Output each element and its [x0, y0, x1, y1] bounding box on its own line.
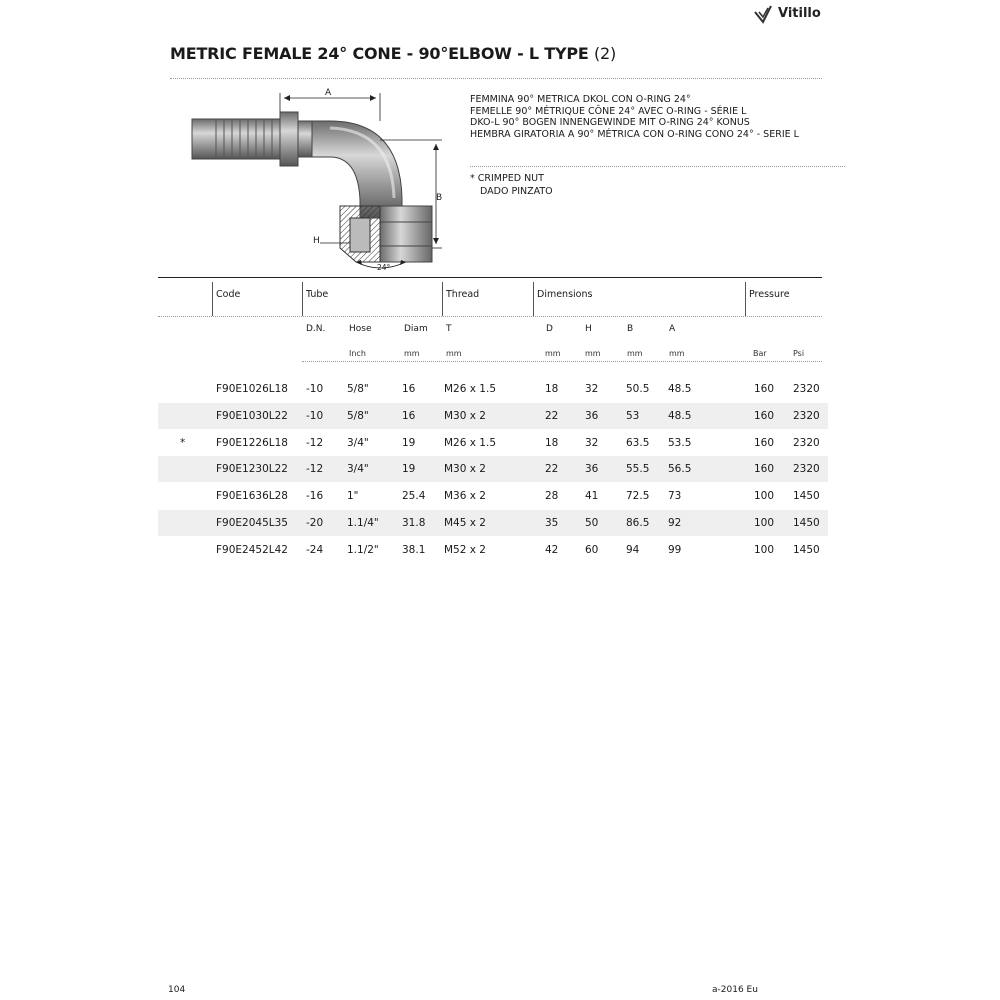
title-divider	[170, 78, 822, 79]
cell-a: 92	[668, 517, 682, 529]
cell-bar: 100	[754, 490, 775, 503]
cell-psi: 1450	[793, 490, 820, 503]
title-suffix: (2)	[594, 44, 617, 63]
fitting-drawing	[180, 88, 450, 278]
cell-code: F90E1026L18	[216, 383, 288, 395]
cell-code: F90E2045L35	[216, 517, 288, 529]
cell-code: F90E1226L18	[216, 436, 288, 449]
description-de: DKO-L 90° BOGEN INNENGEWINDE MIT O-RING 24° KONUS	[470, 117, 750, 128]
cell-code: F90E1030L22	[216, 409, 288, 422]
subheader-t: T	[446, 324, 452, 334]
note-block	[470, 172, 553, 198]
cell-d: 22	[545, 409, 559, 422]
cell-dn: -16	[306, 490, 324, 503]
cell-psi: 2320	[793, 463, 820, 476]
subheader-dn: D.N.	[306, 324, 326, 334]
dim-label-a: A	[325, 88, 332, 98]
cell-diam: 38.1	[402, 543, 426, 556]
table-row	[158, 510, 828, 536]
header-pressure: Pressure	[749, 289, 790, 300]
col-separator-dimensions	[533, 282, 534, 316]
cell-dn: -10	[306, 383, 324, 395]
unit-bar: Bar	[753, 349, 767, 358]
cell-a: 48.5	[668, 383, 692, 395]
cell-h: 50	[585, 517, 599, 529]
cell-b: 55.5	[626, 463, 650, 476]
vitillo-logo-icon	[752, 2, 774, 24]
page-number: 104	[168, 985, 186, 995]
brand-logo	[752, 2, 821, 24]
cell-mark: *	[180, 436, 186, 449]
cell-t: M26 x 1.5	[444, 436, 497, 449]
crimped-nut	[380, 206, 432, 262]
cell-a: 48.5	[668, 409, 692, 422]
cell-h: 32	[585, 383, 599, 395]
cell-b: 72.5	[626, 490, 650, 503]
description-block	[470, 94, 799, 140]
note-line-2: DADO PINZATO	[480, 186, 553, 197]
collar	[280, 112, 298, 166]
description-fr: FEMELLE 90° MÉTRIQUE CÔNE 24° AVEC O-RING - SÉRIE L	[470, 105, 747, 117]
cell-code: F90E1230L22	[216, 463, 288, 476]
subheader-b: B	[627, 324, 634, 334]
cell-dn: -10	[306, 409, 324, 422]
subheader-h: H	[585, 324, 592, 334]
cell-t: M30 x 2	[444, 463, 486, 476]
unit-t: mm	[446, 349, 462, 358]
cell-h: 36	[585, 463, 599, 476]
cell-h: 41	[585, 490, 599, 503]
dim-label-b: B	[436, 193, 443, 203]
cell-d: 35	[545, 517, 559, 529]
cell-bar: 160	[754, 409, 775, 422]
unit-hose: Inch	[349, 349, 366, 358]
cell-psi: 2320	[793, 409, 820, 422]
cell-diam: 31.8	[402, 517, 426, 529]
table-row	[158, 403, 828, 429]
table-row	[158, 537, 828, 563]
col-separator-pressure	[745, 282, 746, 316]
cell-psi: 2320	[793, 383, 820, 395]
subheader-diam: Diam	[404, 324, 428, 334]
cell-h: 60	[585, 543, 599, 556]
unit-psi: Psi	[793, 349, 805, 358]
header-divider	[158, 316, 822, 317]
cell-a: 56.5	[668, 463, 692, 476]
unit-diam: mm	[404, 349, 420, 358]
header-code: Code	[216, 289, 241, 300]
table-top-rule	[158, 277, 822, 278]
cell-b: 86.5	[626, 517, 650, 529]
unit-b: mm	[627, 349, 643, 358]
cell-bar: 100	[754, 543, 775, 556]
description-divider	[470, 166, 845, 167]
cell-t: M26 x 1.5	[444, 383, 497, 395]
dim-label-h: H	[313, 236, 320, 246]
title-main: METRIC FEMALE 24° CONE - 90°ELBOW - L TYPE	[170, 44, 589, 63]
description-es: HEMBRA GIRATORIA A 90° MÉTRICA CON O-RING CONO 24° - SERIE L	[470, 128, 799, 140]
cell-code: F90E2452L42	[216, 543, 288, 556]
cell-h: 32	[585, 436, 599, 449]
unit-d: mm	[545, 349, 561, 358]
description-it: FEMMINA 90° METRICA DKOL CON O-RING 24°	[470, 94, 691, 105]
cell-a: 73	[668, 490, 682, 503]
cell-b: 63.5	[626, 436, 650, 449]
cell-dn: -12	[306, 436, 324, 449]
col-separator-thread	[442, 282, 443, 316]
cell-hose: 5/8"	[347, 383, 369, 395]
table-row	[158, 430, 828, 456]
cell-d: 28	[545, 490, 559, 503]
cell-bar: 160	[754, 436, 775, 449]
unit-h: mm	[585, 349, 601, 358]
cell-bar: 100	[754, 517, 775, 529]
edition-label: a-2016 Eu	[712, 985, 758, 995]
cell-psi: 1450	[793, 543, 820, 556]
cell-hose: 1.1/2"	[347, 543, 379, 556]
cell-t: M52 x 2	[444, 543, 486, 556]
cell-diam: 19	[402, 463, 416, 476]
cell-d: 18	[545, 383, 559, 395]
cell-hose: 5/8"	[347, 409, 369, 422]
cell-diam: 19	[402, 436, 416, 449]
page-title	[170, 44, 616, 63]
dim-label-angle: 24°	[377, 263, 391, 272]
subheader-a: A	[669, 324, 676, 334]
cell-d: 18	[545, 436, 559, 449]
cell-d: 42	[545, 543, 559, 556]
cell-hose: 1"	[347, 490, 359, 503]
col-separator-tube	[302, 282, 303, 316]
cell-hose: 3/4"	[347, 463, 369, 476]
brand-name: Vitillo	[778, 5, 821, 21]
cell-dn: -24	[306, 543, 324, 556]
cell-b: 94	[626, 543, 640, 556]
cell-b: 50.5	[626, 383, 650, 395]
subheader-hose: Hose	[349, 324, 372, 334]
header-tube: Tube	[306, 289, 329, 300]
cell-b: 53	[626, 409, 640, 422]
cell-psi: 1450	[793, 517, 820, 529]
cell-hose: 1.1/4"	[347, 517, 379, 529]
units-divider	[302, 361, 822, 362]
cell-a: 99	[668, 543, 682, 556]
cell-code: F90E1636L28	[216, 490, 288, 503]
note-line-1: * CRIMPED NUT	[470, 173, 544, 184]
table-row	[158, 376, 828, 402]
header-thread: Thread	[446, 289, 480, 300]
cell-t: M36 x 2	[444, 490, 486, 503]
header-dimensions: Dimensions	[537, 289, 593, 300]
cell-diam: 25.4	[402, 490, 426, 503]
table-row	[158, 456, 828, 482]
cell-bar: 160	[754, 463, 775, 476]
cell-d: 22	[545, 463, 559, 476]
table-row	[158, 483, 828, 509]
cell-bar: 160	[754, 383, 775, 395]
cell-a: 53.5	[668, 436, 692, 449]
hose-tail	[192, 119, 292, 159]
unit-a: mm	[669, 349, 685, 358]
cell-dn: -12	[306, 463, 324, 476]
cell-dn: -20	[306, 517, 324, 529]
subheader-d: D	[546, 324, 553, 334]
cell-diam: 16	[402, 383, 416, 395]
cell-t: M30 x 2	[444, 409, 486, 422]
cell-t: M45 x 2	[444, 517, 486, 529]
col-separator-code	[212, 282, 213, 316]
cell-hose: 3/4"	[347, 436, 369, 449]
cell-psi: 2320	[793, 436, 820, 449]
cell-h: 36	[585, 409, 599, 422]
cell-diam: 16	[402, 409, 416, 422]
